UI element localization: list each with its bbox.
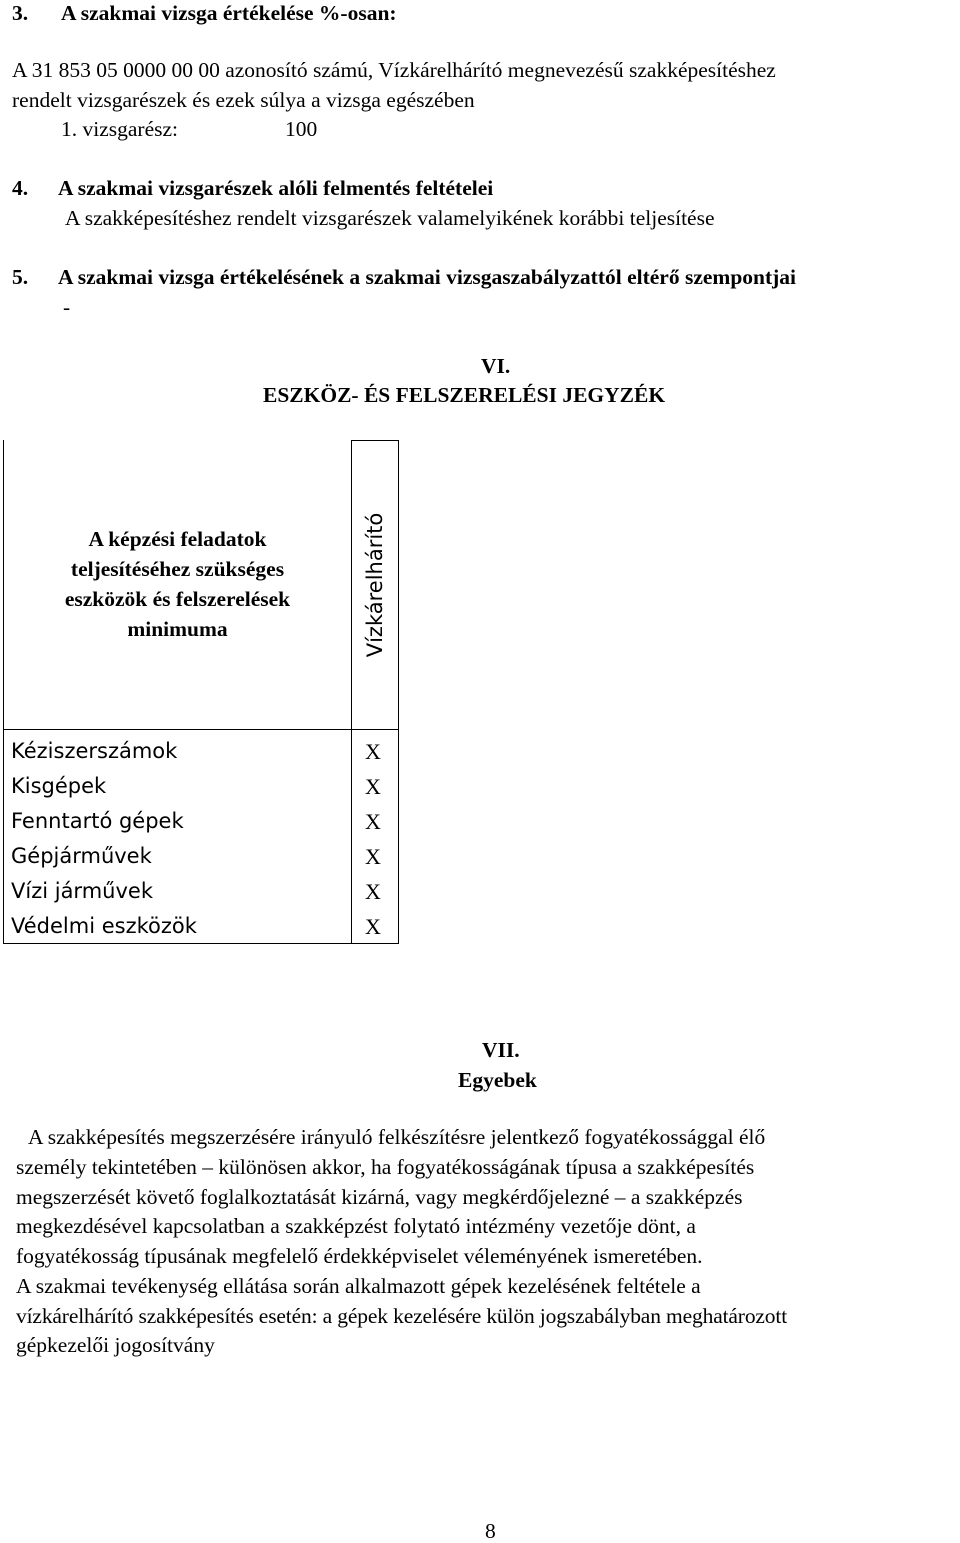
section-3-line-1: A 31 853 05 0000 00 00 azonosító számú, Vízkárelhárító megnevezésű szakképesítéshez bbox=[12, 58, 776, 82]
paragraph-line: A szakmai tevékenység ellátása során alkalmazott gépek kezelésének feltétele a bbox=[16, 1274, 701, 1298]
paragraph-line: vízkárelhárító szakképesítés esetén: a gépek kezelésére külön jogszabályban meghatározott bbox=[16, 1304, 788, 1328]
section-3-number: 3. bbox=[12, 1, 29, 25]
section-3-line-2: rendelt vizsgarészek és ezek súlya a vizsga egészében bbox=[12, 88, 475, 112]
section-4-title: A szakmai vizsgarészek alóli felmentés feltételei bbox=[58, 176, 494, 200]
header-line: eszközök és felszerelések bbox=[64, 587, 291, 611]
chapter-6-title: ESZKÖZ- ÉS FELSZERELÉSI JEGYZÉK bbox=[263, 383, 666, 407]
chapter-6-number: VI. bbox=[481, 354, 511, 378]
section-5-text: - bbox=[63, 295, 71, 319]
section-3-title: A szakmai vizsga értékelése %-osan: bbox=[61, 1, 397, 25]
table-header-requirements bbox=[3, 440, 352, 730]
section-4-number: 4. bbox=[12, 176, 29, 200]
chapter-7-title: Egyebek bbox=[458, 1068, 537, 1092]
chapter-7-number: VII. bbox=[482, 1038, 520, 1062]
header-line: A képzési feladatok bbox=[88, 527, 267, 551]
table-row-item: Gépjárművek bbox=[11, 844, 152, 868]
table-row-item: Védelmi eszközök bbox=[11, 914, 197, 938]
table-row-mark: X bbox=[365, 844, 381, 869]
paragraph-line: gépkezelői jogosítvány bbox=[16, 1333, 215, 1357]
table-row-mark: X bbox=[365, 774, 381, 799]
qualification-name: Vízkárelhárító bbox=[363, 512, 387, 658]
page-number: 8 bbox=[485, 1519, 496, 1543]
paragraph-line: megszerzését követő foglalkoztatását kizárná, vagy megkérdőjelezné – a szakképzés bbox=[16, 1185, 743, 1209]
table-row-mark: X bbox=[365, 879, 381, 904]
section-4-text: A szakképesítéshez rendelt vizsgarészek valamelyikének korábbi teljesítése bbox=[65, 206, 715, 230]
paragraph-line: A szakképesítés megszerzésére irányuló felkészítésre jelentkező fogyatékossággal élő bbox=[28, 1125, 766, 1149]
header-line: teljesítéséhez szükséges bbox=[70, 557, 285, 581]
paragraph-line: fogyatékosság típusának megfelelő érdekképviselet véleményének ismeretében. bbox=[16, 1244, 703, 1268]
table-row-item: Kisgépek bbox=[11, 774, 107, 798]
table-row-item: Kéziszerszámok bbox=[11, 739, 178, 763]
table-row-mark: X bbox=[365, 914, 381, 939]
header-line: minimuma bbox=[127, 617, 228, 641]
table-row-mark: X bbox=[365, 809, 381, 834]
table-row-mark: X bbox=[365, 739, 381, 764]
section-5-number: 5. bbox=[12, 265, 29, 289]
paragraph-line: személy tekintetében – különösen akkor, ha fogyatékosságának típusa a szakképesítés bbox=[16, 1155, 755, 1179]
table-row-item: Vízi járművek bbox=[11, 879, 153, 903]
equipment-table bbox=[3, 440, 399, 944]
exam-part-value: 100 bbox=[285, 117, 318, 141]
section-5-title: A szakmai vizsga értékelésének a szakmai vizsgaszabályzattól eltérő szempontjai bbox=[58, 265, 797, 289]
paragraph-line: megkezdésével kapcsolatban a szakképzést folytató intézmény vezetője dönt, a bbox=[16, 1214, 696, 1238]
table-row-item: Fenntartó gépek bbox=[11, 809, 184, 833]
table-header-qualification bbox=[351, 440, 399, 730]
exam-part-label: 1. vizsgarész: bbox=[61, 117, 179, 141]
